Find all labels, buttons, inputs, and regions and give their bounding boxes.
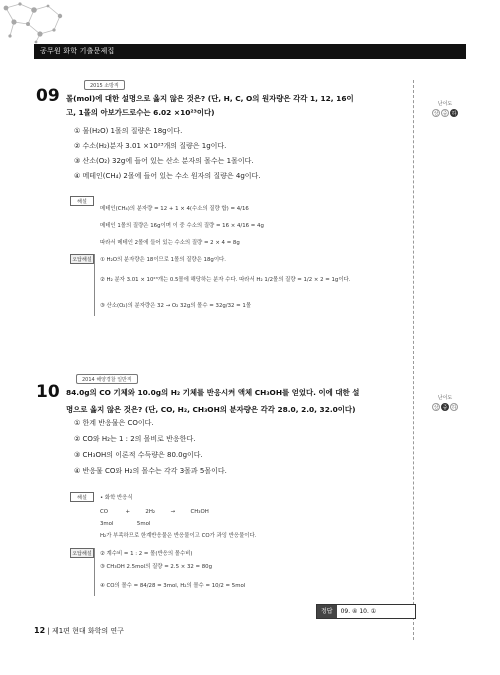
- divider: [94, 548, 95, 596]
- reaction-title: • 화학 반응식: [100, 495, 133, 501]
- question-stem: 고, 1몰의 아보가드로수는 6.02 ×10²³이다): [66, 108, 215, 117]
- chapter-title: | 제1편 현대 화학의 연구: [47, 627, 124, 635]
- header-title: 공무원 화학 기출문제집: [40, 47, 115, 55]
- difficulty-label: 난이도: [437, 395, 453, 401]
- wrong-explanation-line: ① H₂O의 분자량은 18이므로 1몰의 질량은 18g이다.: [100, 257, 226, 263]
- answer-text: 09. ④ 10. ①: [340, 608, 377, 615]
- difficulty-label: 난이도: [437, 101, 453, 107]
- difficulty-mid: 중: [442, 111, 448, 117]
- wrong-answer-label: 오답해설: [70, 548, 94, 558]
- option-2: ② 수소(H₂)분자 3.01 ×10²³개의 질량은 1g이다.: [74, 142, 227, 150]
- answer-label: 정답: [317, 605, 337, 618]
- explanation-label: 해설: [70, 492, 94, 502]
- reaction-moles: [100, 520, 150, 528]
- wrong-explanation-line: ② H₂ 분자 3.01 × 10²³개는 0.5몰에 해당하는 분자 수다. 따라서 H₂ 1/2몰의 질량 = 1/2 × 2 = 1g이다.: [100, 277, 351, 283]
- explanation-line: 따라서 메테인 2몰에 들어 있는 수소의 질량 = 2 × 4 = 8g: [100, 240, 240, 246]
- question-stem: 84.0g의 CO 기체와 10.0g의 H₂ 기체를 반응시켜 액체 CH₃OH를 얻었다. 이에 대한 설: [66, 388, 360, 397]
- product-ch3oh: CH₃OH: [190, 509, 209, 515]
- reactant-co: CO: [100, 509, 109, 515]
- reaction-equation: [100, 508, 260, 516]
- option-4: ④ 메테인(CH₄) 2몰에 들어 있는 수소 원자의 질량은 4g이다.: [74, 172, 261, 180]
- molecule-decoration: [0, 0, 80, 46]
- difficulty-low: 하: [451, 405, 457, 411]
- option-3: ③ CH₃OH의 이론적 수득량은 80.0g이다.: [74, 451, 203, 459]
- source-tag: 2015 소방직: [84, 80, 125, 90]
- explanation-label: 해설: [70, 196, 94, 206]
- option-1: ① 한계 반응물은 CO이다.: [74, 419, 154, 427]
- difficulty-high: 상: [433, 111, 439, 117]
- wrong-explanation-line: ③ CH₃OH 2.5mol의 질량 = 2.5 × 32 = 80g: [100, 564, 213, 570]
- wrong-explanation-line: ② 계수비 = 1 : 2 = 몰(반응의 몰수비): [100, 551, 193, 557]
- arrow: →: [170, 509, 176, 515]
- footer: [34, 626, 124, 636]
- margin-divider: [413, 80, 414, 640]
- difficulty-mid: 중: [442, 405, 448, 411]
- page-number: 12: [34, 626, 46, 635]
- option-2: ② CO와 H₂는 1 : 2의 몰비로 반응한다.: [74, 435, 196, 443]
- wrong-explanation-line: ④ CO의 몰수 = 84/28 = 3mol, H₂의 몰수 = 10/2 = 5mol: [100, 583, 246, 589]
- mol-co: 3mol: [100, 521, 114, 527]
- source-tag: 2014 해양경찰 일반직: [76, 374, 138, 384]
- reactant-h2: 2H₂: [145, 509, 156, 515]
- plus-sign: +: [125, 509, 130, 515]
- difficulty-low: 하: [451, 111, 457, 117]
- option-3: ③ 산소(O₂) 32g에 들어 있는 산소 분자의 몰수는 1몰이다.: [74, 157, 254, 165]
- wrong-answer-label: 오답해설: [70, 254, 94, 264]
- option-1: ① 물(H₂O) 1몰의 질량은 18g이다.: [74, 127, 183, 135]
- divider: [94, 254, 95, 316]
- explanation-line: H₂가 부족하므로 한계반응물은 반응물이고 CO가 과잉 반응물이다.: [100, 533, 257, 539]
- question-number: 09: [36, 86, 60, 106]
- question-stem: 명으로 옳지 않은 것은? (단, CO, H₂, CH₃OH의 분자량은 각각 28.0, 2.0, 32.0이다): [66, 405, 356, 414]
- option-4: ④ 반응물 CO와 H₂의 몰수는 각각 3몰과 5몰이다.: [74, 467, 227, 475]
- explanation-line: 메테인 1몰의 질량은 16g이며 이 중 수소의 질량 = 16 × 4/16 = 4g: [100, 223, 264, 229]
- question-number: 10: [36, 382, 60, 402]
- answer-box: [316, 604, 416, 619]
- mol-h2: 5mol: [136, 521, 151, 527]
- wrong-explanation-line: ③ 산소(O₂)의 분자량은 32 → O₂ 32g의 몰수 = 32g/32 = 1몰: [100, 303, 252, 309]
- difficulty-marker: [418, 394, 472, 411]
- difficulty-high: 상: [433, 405, 439, 411]
- difficulty-marker: [418, 100, 472, 117]
- explanation-line: 메테인(CH₄)의 분자량 = 12 + 1 × 4(수소의 질량 합) = 4/16: [100, 206, 249, 212]
- question-stem: 몰(mol)에 대한 설명으로 옳지 않은 것은? (단, H, C, O의 원자량은 각각 1, 12, 16이: [66, 94, 354, 103]
